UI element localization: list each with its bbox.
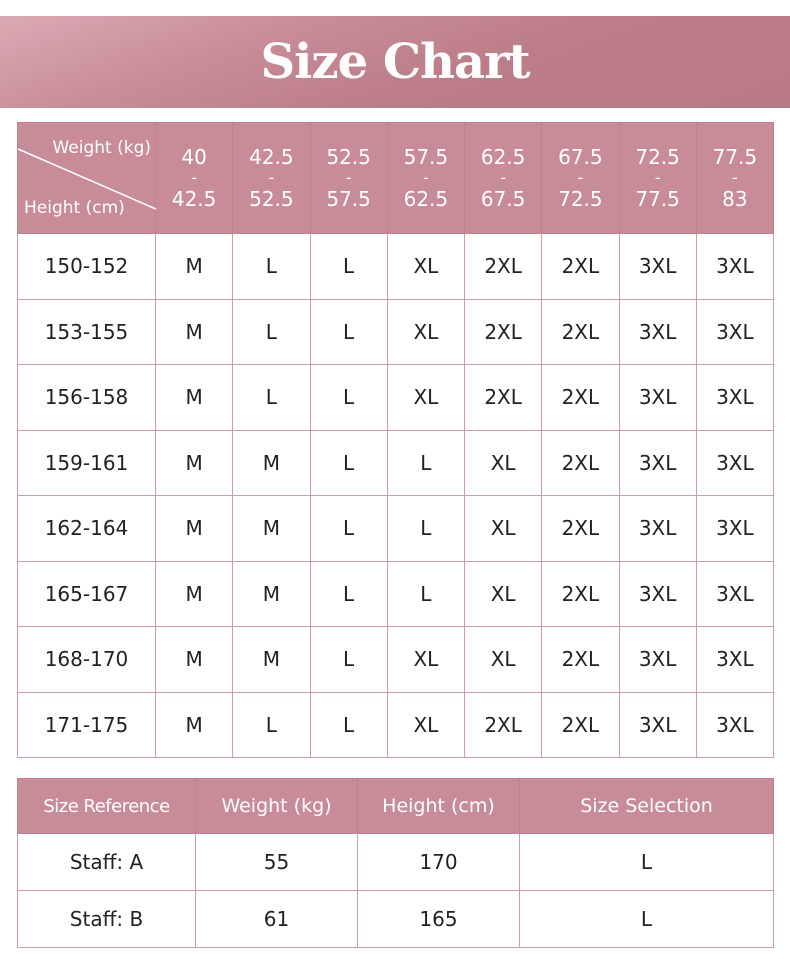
size-cell: 2XL (542, 299, 619, 365)
size-cell: 3XL (696, 692, 773, 758)
reference-header-cell: Weight (kg) (196, 779, 358, 834)
size-cell: 2XL (465, 692, 542, 758)
size-cell: XL (387, 692, 464, 758)
size-cell: 3XL (619, 299, 696, 365)
size-cell: M (233, 561, 310, 627)
size-chart-row (18, 496, 774, 562)
size-cell: M (233, 627, 310, 693)
weight-range-header: 40 - 42.5 (156, 123, 233, 234)
size-cell: L (310, 627, 387, 693)
height-range-cell: 153-155 (18, 299, 156, 365)
size-cell: 2XL (542, 627, 619, 693)
weight-range-header: 77.5 - 83 (696, 123, 773, 234)
size-chart-row (18, 365, 774, 431)
size-cell: L (310, 496, 387, 562)
size-cell: 2XL (465, 234, 542, 300)
weight-range-header: 57.5 - 62.5 (387, 123, 464, 234)
size-chart-row (18, 234, 774, 300)
weight-range-header: 42.5 - 52.5 (233, 123, 310, 234)
size-cell: M (156, 692, 233, 758)
reference-header-cell: Height (cm) (358, 779, 520, 834)
size-cell: L (233, 234, 310, 300)
size-cell: L (387, 430, 464, 496)
size-cell: XL (387, 299, 464, 365)
reference-header-row (18, 779, 774, 834)
size-cell: XL (465, 561, 542, 627)
size-cell: 3XL (619, 561, 696, 627)
weight-range-header: 52.5 - 57.5 (310, 123, 387, 234)
size-cell: L (310, 234, 387, 300)
size-cell: 2XL (542, 561, 619, 627)
size-cell: L (310, 365, 387, 431)
staff-weight: 61 (196, 891, 358, 948)
size-cell: XL (465, 627, 542, 693)
size-chart-row (18, 299, 774, 365)
size-chart-header-row (18, 123, 774, 234)
size-cell: L (310, 561, 387, 627)
size-cell: XL (387, 627, 464, 693)
height-range-cell: 162-164 (18, 496, 156, 562)
size-chart-row (18, 692, 774, 758)
size-cell: 2XL (542, 496, 619, 562)
size-chart-row (18, 561, 774, 627)
size-cell: 2XL (465, 365, 542, 431)
size-cell: L (233, 365, 310, 431)
size-chart-row (18, 627, 774, 693)
reference-row (18, 891, 774, 948)
staff-size: L (520, 834, 774, 891)
height-range-cell: 171-175 (18, 692, 156, 758)
size-cell: 3XL (696, 234, 773, 300)
size-cell: M (233, 430, 310, 496)
size-cell: XL (465, 496, 542, 562)
corner-header-cell (18, 123, 156, 234)
size-cell: 3XL (696, 430, 773, 496)
page-title: Size Chart (260, 34, 530, 90)
size-cell: 3XL (696, 496, 773, 562)
title-banner (0, 16, 790, 108)
reference-header-cell: Size Selection (520, 779, 774, 834)
size-cell: XL (465, 430, 542, 496)
size-cell: 3XL (696, 299, 773, 365)
size-cell: 3XL (619, 496, 696, 562)
size-cell: L (310, 430, 387, 496)
size-cell: L (310, 299, 387, 365)
weight-range-header: 67.5 - 72.5 (542, 123, 619, 234)
size-cell: M (156, 627, 233, 693)
height-range-cell: 156-158 (18, 365, 156, 431)
size-cell: M (233, 496, 310, 562)
height-range-cell: 168-170 (18, 627, 156, 693)
size-chart-row (18, 430, 774, 496)
weight-range-header: 72.5 - 77.5 (619, 123, 696, 234)
size-cell: 2XL (542, 692, 619, 758)
size-cell: 2XL (542, 234, 619, 300)
staff-height: 170 (358, 834, 520, 891)
height-range-cell: 159-161 (18, 430, 156, 496)
size-cell: L (233, 692, 310, 758)
size-cell: L (233, 299, 310, 365)
size-cell: 3XL (696, 365, 773, 431)
staff-height: 165 (358, 891, 520, 948)
size-cell: XL (387, 365, 464, 431)
size-cell: M (156, 299, 233, 365)
size-cell: 3XL (696, 627, 773, 693)
size-cell: 3XL (619, 234, 696, 300)
height-range-cell: 150-152 (18, 234, 156, 300)
staff-size: L (520, 891, 774, 948)
size-cell: 2XL (465, 299, 542, 365)
size-cell: XL (387, 234, 464, 300)
height-axis-label: Height (cm) (24, 198, 125, 218)
size-chart-table (17, 122, 774, 758)
size-cell: 3XL (619, 627, 696, 693)
size-cell: 3XL (619, 430, 696, 496)
height-range-cell: 165-167 (18, 561, 156, 627)
size-cell: 3XL (696, 561, 773, 627)
weight-axis-label: Weight (kg) (52, 138, 151, 158)
size-reference-table (17, 778, 774, 948)
staff-name: Staff: A (18, 834, 196, 891)
weight-range-header: 62.5 - 67.5 (465, 123, 542, 234)
reference-row (18, 834, 774, 891)
size-cell: L (310, 692, 387, 758)
size-cell: L (387, 561, 464, 627)
size-cell: 2XL (542, 365, 619, 431)
staff-name: Staff: B (18, 891, 196, 948)
staff-weight: 55 (196, 834, 358, 891)
size-cell: M (156, 430, 233, 496)
size-cell: M (156, 365, 233, 431)
reference-header-cell: Size Reference (18, 779, 196, 834)
size-cell: L (387, 496, 464, 562)
size-cell: 2XL (542, 430, 619, 496)
size-cell: M (156, 561, 233, 627)
size-cell: 3XL (619, 692, 696, 758)
size-cell: M (156, 496, 233, 562)
size-cell: 3XL (619, 365, 696, 431)
size-cell: M (156, 234, 233, 300)
